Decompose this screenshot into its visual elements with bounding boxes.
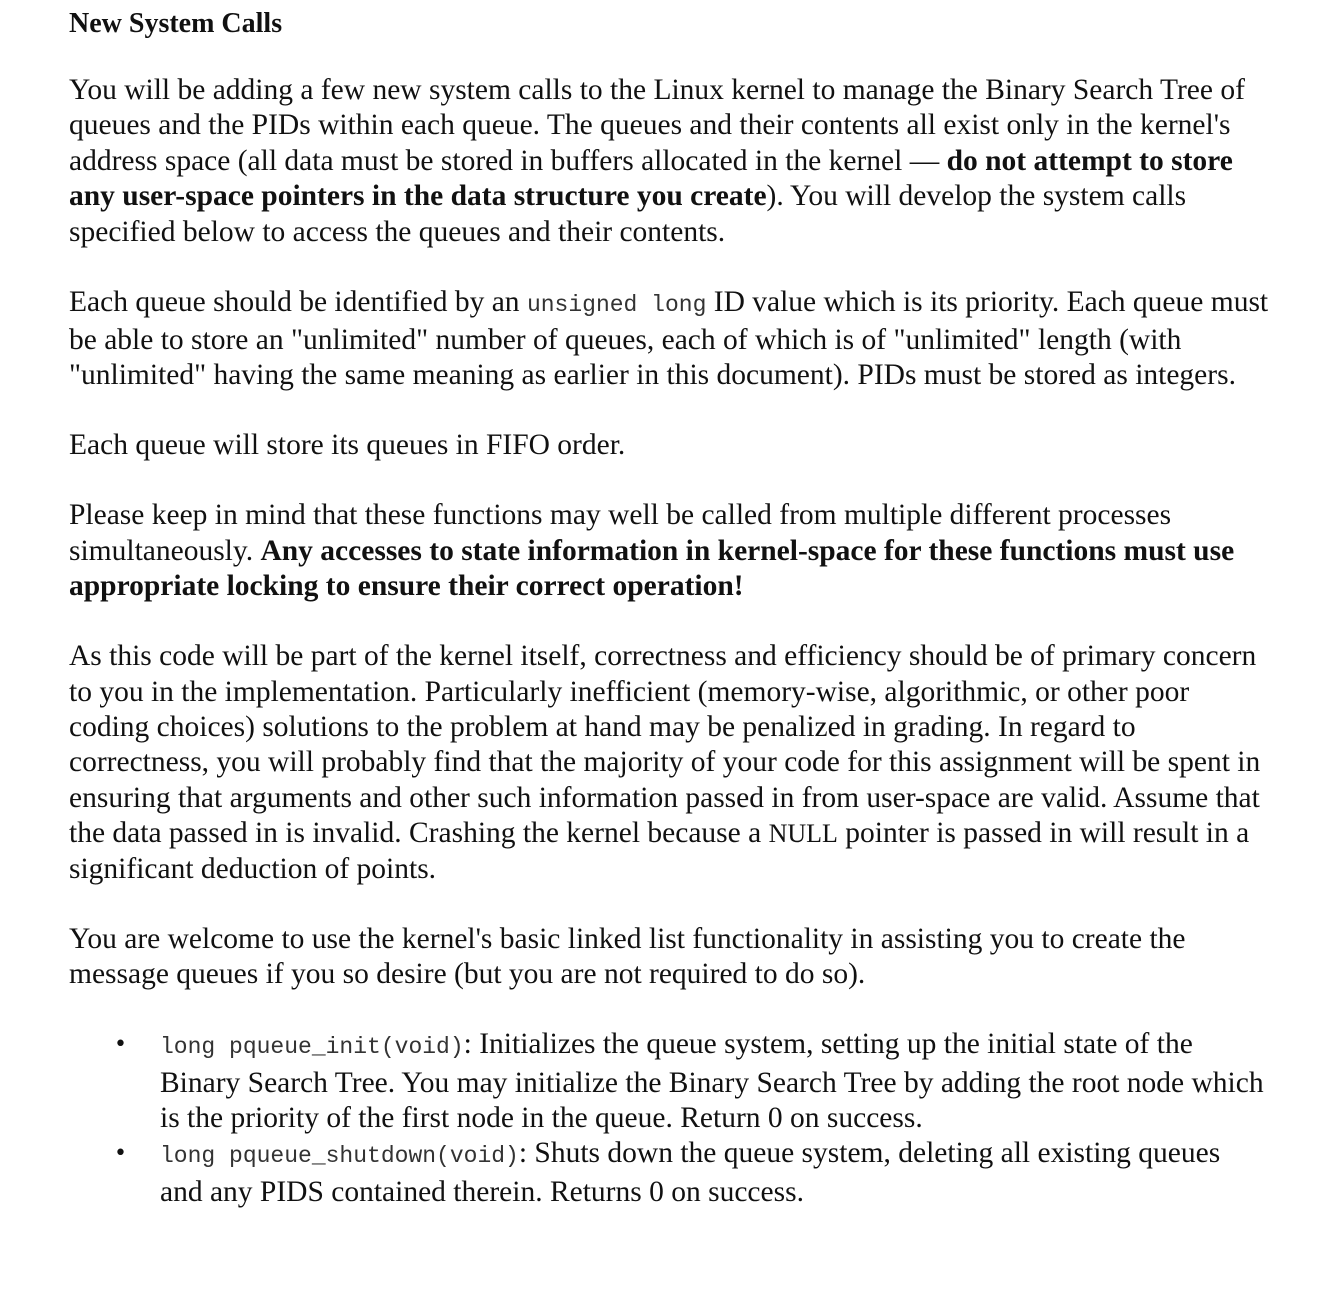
bullet-icon: •: [114, 1032, 127, 1058]
null-term: NULL: [768, 819, 838, 849]
list-item: [69, 1027, 1269, 1136]
paragraph-locking: [69, 498, 1269, 604]
function-description: : Initializes the queue system, setting up the initial state of the Binary Search Tree. You may initialize the Binary Search Tree by adding the root node which is the priority of the first node in the queue. Return 0 on success.: [160, 1028, 1264, 1134]
list-item: [69, 1136, 1269, 1210]
paragraph-intro: [69, 73, 1269, 250]
paragraph-correctness: [69, 639, 1269, 887]
locking-bold-warning: Any accesses to state information in kernel-space for these functions must use appropriate locking to ensure their correct operation!: [69, 534, 1235, 603]
queue-id-text: Each queue should be identified by an: [69, 285, 520, 318]
paragraph-fifo: Each queue will store its queues in FIFO order.: [69, 429, 626, 462]
document-page: [69, 4, 1269, 1210]
bullet-icon: •: [114, 1141, 127, 1167]
paragraph-queue-id: [69, 285, 1269, 394]
queue-id-text-end: ID value which is its priority. Each queue must be able to store an "unlimited" number of queues, each of which is of "unlimited" length (with "unlimited" having the same meaning as earlier in this document). PIDs must be stored as integers.: [69, 285, 1269, 392]
function-description: : Shuts down the queue system, deleting all existing queues and any PIDS contained therein. Returns 0 on success.: [160, 1137, 1221, 1208]
function-signature: long pqueue_init(void): [160, 1034, 464, 1061]
function-list: [69, 1027, 1269, 1210]
function-signature: long pqueue_shutdown(void): [160, 1143, 519, 1170]
intro-text-end: ). You will develop the system calls specified below to access the queues and their contents.: [69, 180, 1187, 248]
unsigned-long-code: unsigned long: [526, 291, 707, 318]
paragraph-linked-list: You are welcome to use the kernel's basic linked list functionality in assisting you to create the message queues if you so desire (but you are not required to do so).: [69, 922, 1186, 991]
correctness-text: As this code will be part of the kernel itself, correctness and efficiency should be of primary concern to you in the implementation. Particularly inefficient (memory-wise, algorithmic, or other poor coding choices) solutions to the problem at hand may be penalized in grading. In regard to correctness, you will probably find that the majority of your code for this assignment will be spent in ensuring that arguments and other such information passed in from user-space are valid. Assume that the data passed in is invalid. Crashing the kernel because a: [69, 640, 1261, 850]
intro-text: You will be adding a few new system calls to the Linux kernel to manage the Binary Search Tree of queues and the PIDs within each queue. The queues and their contents all exist only in the kernel's address space (all data must be stored in buffers allocated in the kernel —: [69, 74, 1245, 177]
locking-text: Please keep in mind that these functions may well be called from multiple different processes simultaneously.: [69, 499, 1172, 567]
intro-bold-warning: do not attempt to store any user-space pointers in the data structure you create: [69, 144, 1233, 213]
section-heading: New System Calls: [69, 8, 283, 39]
correctness-text-end: pointer is passed in will result in a significant deduction of points.: [69, 817, 1250, 885]
